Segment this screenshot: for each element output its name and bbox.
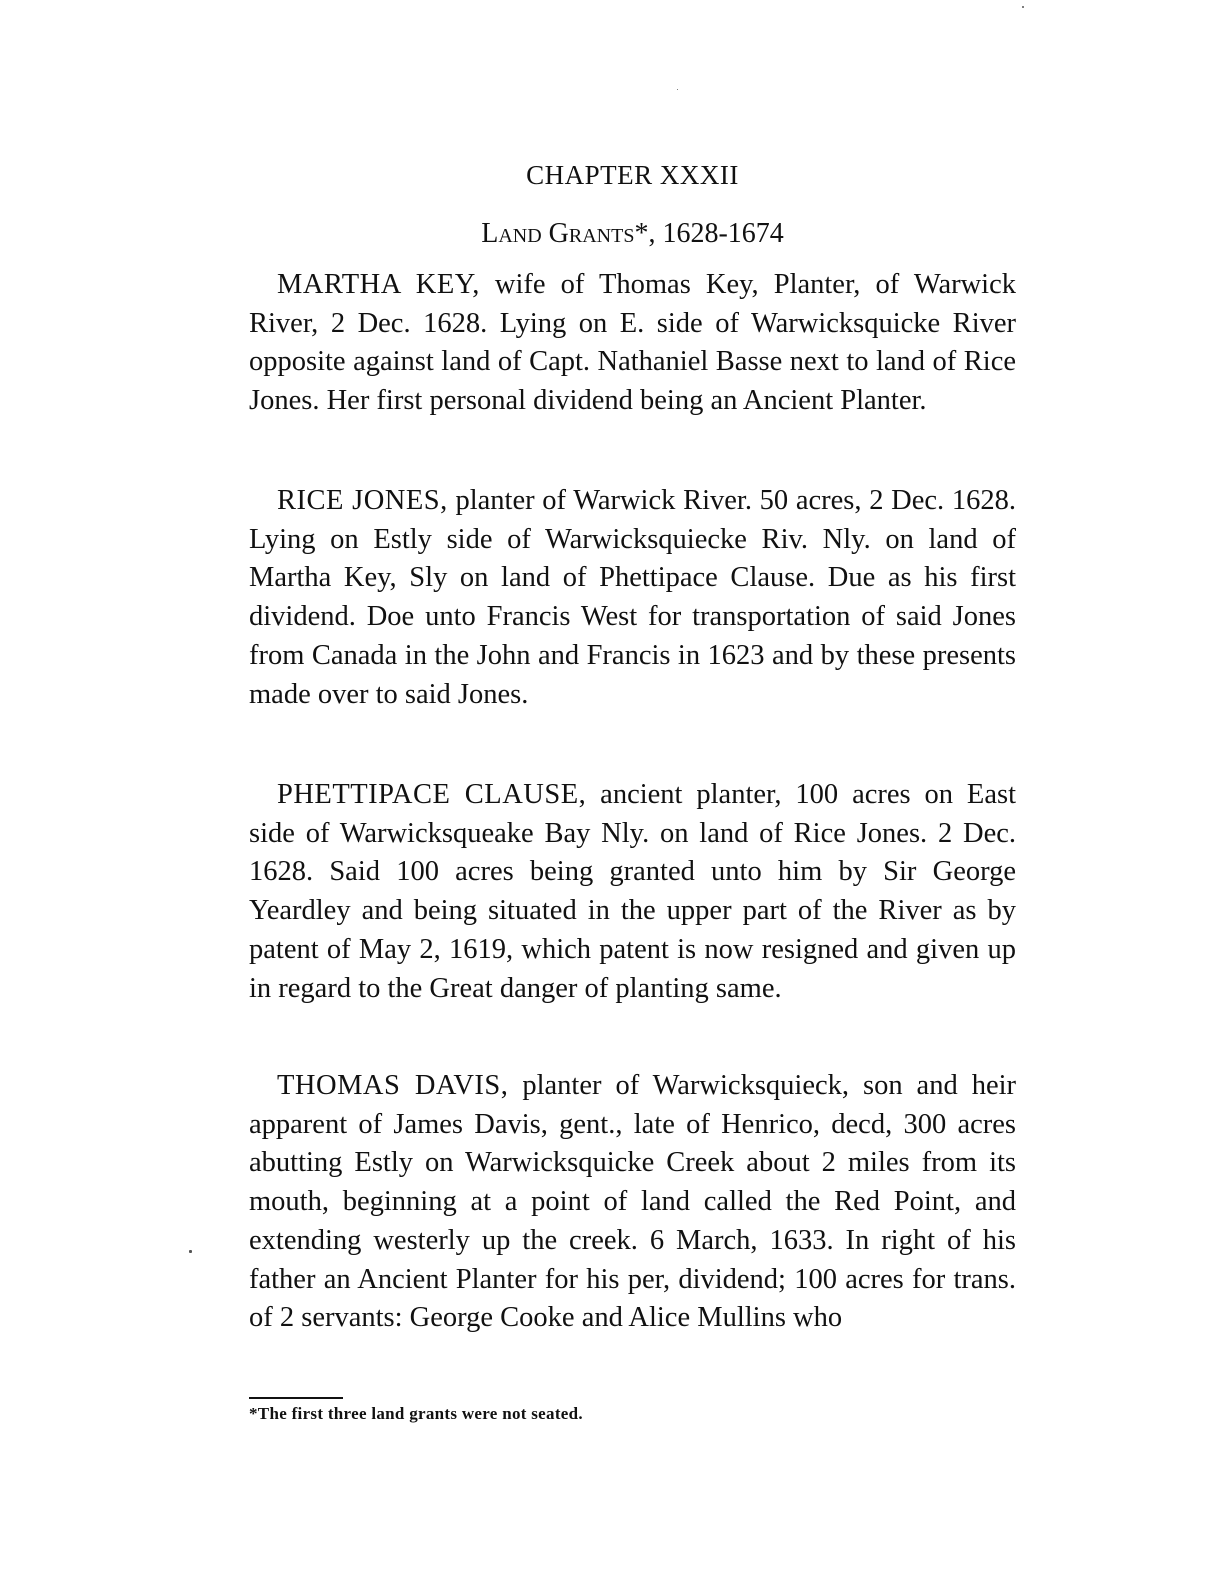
grantee-name: RICE JONES, <box>277 485 448 516</box>
grantee-name: THOMAS DAVIS, <box>277 1070 509 1101</box>
footnote: *The first three land grants were not seated. <box>249 1404 583 1423</box>
grant-description: planter of Warwick River. 50 acres, 2 Dec. 1628. Lying on Estly side of Warwicksquiecke Riv. Nly. on land of Martha Key, Sly on land of Phettipace Clause. Due as his first dividend. Doe unto Francis West for transportation of said Jones from Canada in the John and Francis in 1623 and by these presents made over to said Jones. <box>249 485 1016 710</box>
scan-speck <box>1022 6 1024 8</box>
grant-description: ancient planter, 100 acres on East side of Warwicksqueake Bay Nly. on land of Rice Jones. 2 Dec. 1628. Said 100 acres being granted unto him by Sir George Yeardley and being situated in the upper part of the River as by patent of May 2, 1619, which patent is now resigned and given up in regard to the Great danger of planting same. <box>249 779 1016 1004</box>
grant-description: wife of Thomas Key, Planter, of Warwick River, 2 Dec. 1628. Lying on E. side of Warwicksquicke River opposite against land of Capt. Nathaniel Basse next to land of Rice Jones. Her first personal dividend being an Ancient Planter. <box>249 269 1016 417</box>
chapter-title: CHAPTER XXXII <box>526 160 739 190</box>
land-grant-entry <box>249 266 1016 421</box>
grantee-name: MARTHA KEY, <box>277 269 480 300</box>
section-title: Land Grants*, 1628-1674 <box>481 218 784 249</box>
footnote-divider <box>249 1397 343 1399</box>
land-grant-entry <box>249 776 1016 1008</box>
grant-description: planter of Warwicksquieck, son and heir apparent of James Davis, gent., late of Henrico, decd, 300 acres abutting Estly on Warwicksquicke Creek about 2 miles from its mouth, beginning at a point of land called the Red Point, and extending westerly up the creek. 6 March, 1633. In right of his father an Ancient Planter for his per, dividend; 100 acres for trans. of 2 servants: George Cooke and Alice Mullins who <box>249 1070 1016 1334</box>
scan-speck <box>189 1250 192 1253</box>
scan-speck <box>677 89 678 90</box>
land-grant-entry <box>249 1067 1016 1338</box>
land-grant-entry <box>249 482 1016 714</box>
grantee-name: PHETTIPACE CLAUSE, <box>277 779 587 810</box>
